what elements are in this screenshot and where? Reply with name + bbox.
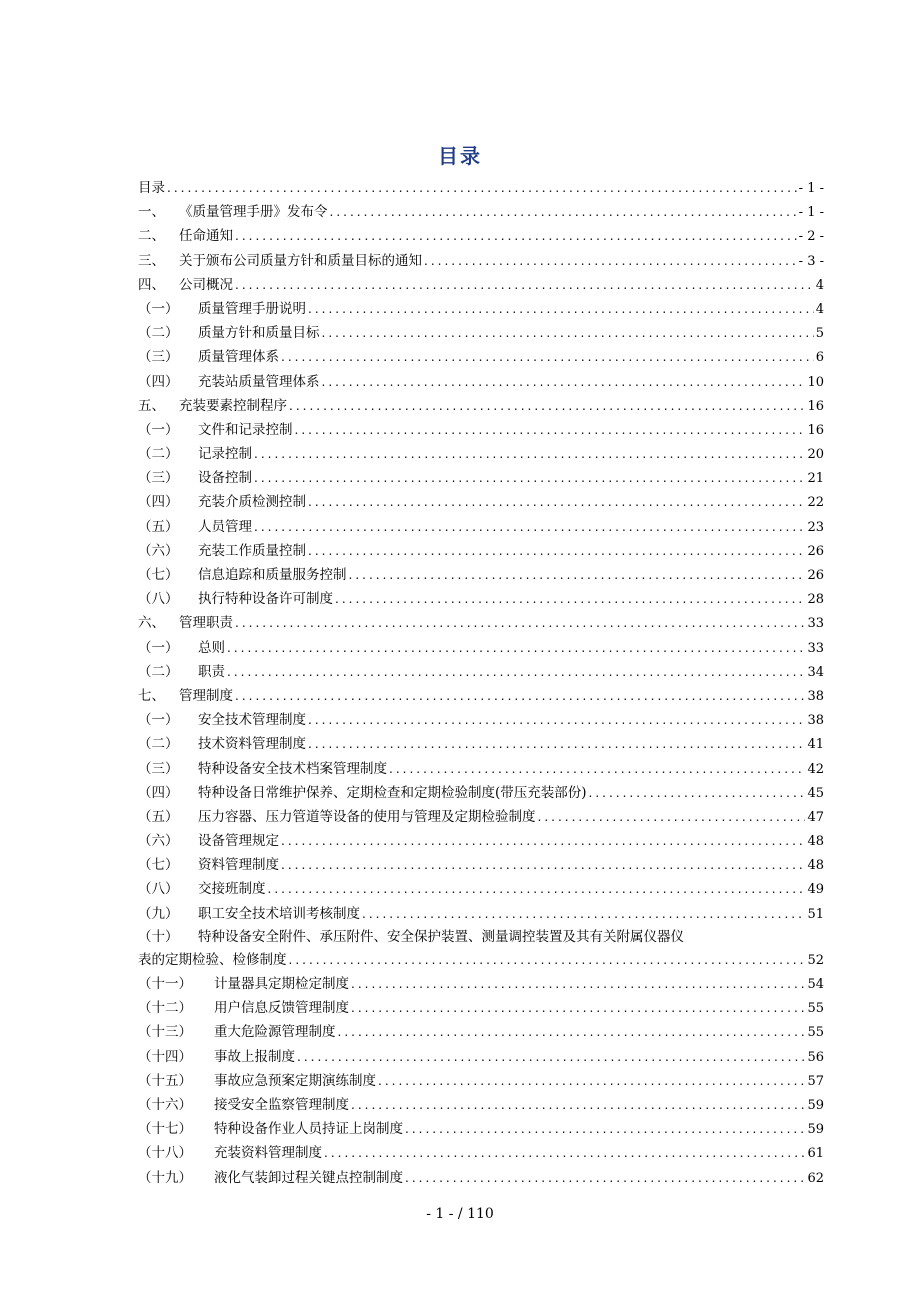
toc-entry-label [138, 926, 684, 948]
toc-entry-number: （二） [138, 325, 179, 342]
toc-entry-label [138, 660, 225, 684]
toc-page-number: 21 [807, 471, 824, 487]
toc-entry[interactable] [138, 539, 824, 563]
toc-dot-leader [338, 1020, 806, 1044]
toc-entry-text: 总则 [198, 639, 225, 656]
toc-page-number: - 1 - [798, 181, 824, 196]
toc-entry-label [138, 877, 266, 901]
toc-entry-number: （八） [138, 881, 179, 898]
toc-entry-number: （七） [138, 567, 179, 583]
toc-page-number: 47 [807, 809, 824, 825]
toc-entry[interactable] [138, 996, 824, 1020]
toc-dot-leader [405, 1166, 805, 1190]
toc-entry[interactable] [138, 587, 824, 611]
toc-entry-label [138, 996, 349, 1020]
toc-page-number: 38 [807, 688, 824, 704]
toc-entry[interactable] [138, 563, 824, 587]
toc-entry[interactable] [138, 321, 824, 345]
toc-entry-number: （五） [138, 518, 179, 535]
toc-dot-leader [351, 972, 805, 996]
toc-entry-text: 设备控制 [198, 470, 252, 487]
toc-entry-text: 职责 [198, 663, 225, 680]
toc-page-number: 26 [807, 543, 824, 559]
toc-entry-number: （三） [138, 470, 179, 487]
toc-entry[interactable] [138, 515, 824, 539]
toc-entry-number: 二、 [138, 228, 165, 245]
toc-entry[interactable] [138, 732, 824, 756]
toc-entry-label [138, 684, 233, 708]
toc-entry[interactable] [138, 224, 824, 248]
toc-page-number: 28 [807, 592, 824, 608]
toc-dot-leader [308, 490, 805, 514]
toc-entry[interactable] [138, 902, 824, 926]
toc-entry[interactable] [138, 611, 824, 635]
toc-entry-label [138, 1045, 295, 1069]
toc-dot-leader [227, 660, 805, 684]
toc-entry-number: （十六） [138, 1096, 192, 1113]
toc-entry-label [138, 273, 233, 297]
toc-entry-number: （一） [138, 300, 179, 317]
page-title: 目录 [438, 144, 482, 168]
toc-dot-leader [281, 829, 805, 853]
toc-entry[interactable] [138, 249, 824, 273]
toc-entry-text: 计量器具定期检定制度 [214, 976, 349, 992]
toc-entry-label [138, 224, 233, 248]
toc-entry[interactable] [138, 853, 824, 877]
toc-entry-label [138, 1069, 376, 1093]
toc-page-number: 56 [807, 1049, 824, 1065]
toc-entry-label [138, 321, 320, 345]
toc-dot-leader [297, 1045, 805, 1069]
toc-entry-text: 交接班制度 [198, 881, 266, 898]
toc-entry-label [138, 611, 233, 635]
toc-entry-text: 充装站质量管理体系 [198, 373, 320, 390]
toc-entry[interactable] [138, 1093, 824, 1117]
toc-entry[interactable] [138, 1045, 824, 1069]
toc-entry-label [138, 200, 328, 224]
toc-entry[interactable] [138, 1020, 824, 1044]
toc-page-number: - 2 - [798, 229, 824, 245]
toc-entry[interactable] [138, 972, 824, 996]
toc-dot-leader [589, 781, 806, 805]
toc-entry-number: （一） [138, 421, 179, 438]
toc-entry-text: 质量管理体系 [198, 349, 279, 366]
toc-entry[interactable] [138, 708, 824, 732]
toc-entry[interactable] [138, 442, 824, 466]
toc-entry-text: 接受安全监察管理制度 [214, 1096, 349, 1113]
toc-page-number: 33 [807, 616, 824, 632]
toc-page-number: 26 [807, 568, 824, 583]
toc-entry-text: 《质量管理手册》发布令 [179, 204, 328, 221]
toc-page-number: 55 [807, 1025, 824, 1041]
toc-dot-leader [295, 418, 806, 442]
toc-entry-label [138, 805, 536, 829]
toc-entry-text: 任命通知 [179, 228, 233, 245]
toc-entry-label [138, 972, 349, 996]
toc-entry-label [138, 249, 422, 273]
toc-entry-text: 充装介质检测控制 [198, 494, 306, 511]
toc-page-number: 49 [807, 882, 824, 898]
toc-page-number: 41 [807, 737, 824, 753]
toc-entry-text: 压力容器、压力管道等设备的使用与管理及定期检验制度 [198, 808, 536, 825]
toc-page-number: 61 [807, 1146, 824, 1162]
toc-page-number: 48 [807, 858, 824, 874]
toc-dot-leader [362, 902, 805, 926]
toc-entry-text: 关于颁布公司质量方针和质量目标的通知 [179, 252, 422, 269]
toc-entry-label [138, 418, 293, 442]
toc-entry[interactable] [138, 394, 824, 418]
toc-entry-text: 特种设备作业人员持证上岗制度 [214, 1121, 403, 1138]
toc-entry-label [138, 1117, 403, 1141]
toc-entry-label [138, 563, 347, 587]
toc-entry[interactable] [138, 757, 824, 781]
toc-entry[interactable] [138, 948, 824, 972]
toc-entry-number: （十七） [138, 1121, 192, 1138]
toc-page-number: 59 [807, 1097, 824, 1113]
toc-entry-number: （十五） [138, 1072, 192, 1089]
toc-page-number: 34 [807, 664, 824, 680]
toc-entry-text: 特种设备安全附件、承压附件、安全保护装置、测量调控装置及其有关附属仪器仪 [198, 928, 684, 945]
toc-entry-text: 执行特种设备许可制度 [198, 591, 333, 608]
toc-entry-text: 记录控制 [198, 446, 252, 463]
toc-entry-label [138, 587, 333, 611]
toc-page-number: 54 [807, 977, 824, 992]
toc-entry[interactable] [138, 805, 824, 829]
toc-dot-leader [289, 394, 805, 418]
toc-entry-text: 表的定期检验、检修制度 [138, 951, 287, 968]
toc-entry-text: 事故应急预案定期演练制度 [214, 1072, 376, 1089]
toc-dot-leader [389, 757, 805, 781]
toc-entry-text: 充装要素控制程序 [179, 397, 287, 414]
toc-entry-label [138, 176, 165, 200]
toc-entry-text: 文件和记录控制 [198, 421, 293, 438]
toc-page-number: 52 [807, 952, 824, 968]
toc-page-number: 38 [807, 713, 824, 729]
toc-entry-label [138, 345, 279, 369]
toc-entry-number: 六、 [138, 615, 165, 632]
toc-entry-number: （二） [138, 736, 179, 753]
toc-page-number: 20 [807, 447, 824, 463]
toc-dot-leader [330, 200, 797, 224]
toc-entry[interactable] [138, 1166, 824, 1190]
toc-page-number: 51 [807, 906, 824, 922]
toc-entry-text: 充装资料管理制度 [214, 1145, 322, 1162]
toc-entry[interactable] [138, 345, 824, 369]
toc-entry-text: 重大危险源管理制度 [214, 1024, 336, 1041]
toc-dot-leader [254, 515, 805, 539]
toc-entry-number: （十三） [138, 1024, 192, 1041]
toc-entry-number: （七） [138, 857, 179, 874]
toc-page-number: 22 [807, 495, 824, 511]
toc-dot-leader [405, 1117, 805, 1141]
toc-entry-text: 液化气装卸过程关键点控制制度 [214, 1169, 403, 1186]
toc-entry-text: 信息追踪和质量服务控制 [198, 567, 347, 583]
toc-entry-label [138, 732, 306, 756]
toc-entry-number: （二） [138, 663, 179, 680]
toc-dot-leader [235, 611, 805, 635]
toc-entry-number: （九） [138, 905, 179, 922]
toc-entry[interactable] [138, 297, 824, 321]
toc-entry[interactable] [138, 370, 824, 394]
toc-entry-number: （三） [138, 349, 179, 366]
toc-entry[interactable] [138, 877, 824, 901]
toc-entry-number: （一） [138, 639, 179, 656]
toc-dot-leader [378, 1069, 805, 1093]
toc-entry-number: 四、 [138, 276, 165, 293]
toc-entry[interactable] [138, 926, 824, 948]
toc-entry-label [138, 490, 306, 514]
toc-entry-number: 一、 [138, 204, 165, 221]
toc-entry[interactable] [138, 490, 824, 514]
toc-entry-number: 七、 [138, 687, 165, 704]
toc-entry-number: （十一） [138, 976, 192, 992]
toc-page-number: 5 [815, 326, 824, 342]
toc-entry-label [138, 1093, 349, 1117]
toc-entry[interactable] [138, 781, 824, 805]
toc-entry-label [138, 829, 279, 853]
toc-dot-leader [235, 224, 797, 248]
toc-page-number: 42 [807, 761, 824, 777]
toc-entry-label [138, 539, 306, 563]
toc-entry[interactable] [138, 418, 824, 442]
toc-page-number: 33 [807, 640, 824, 656]
toc-page-number: - 3 - [798, 253, 824, 269]
toc-page-number: 62 [807, 1170, 824, 1186]
toc-entry-label [138, 757, 387, 781]
toc-entry-label [138, 442, 252, 466]
toc-entry-number: （六） [138, 542, 179, 559]
toc-entry[interactable] [138, 660, 824, 684]
toc-entry[interactable] [138, 636, 824, 660]
toc-page-number: - 1 - [798, 205, 824, 221]
toc-entry-text: 事故上报制度 [214, 1048, 295, 1065]
toc-entry-label [138, 902, 360, 926]
toc-entry-label [138, 948, 287, 972]
toc-entry-text: 管理制度 [179, 687, 233, 704]
page-footer: - 1 - / 110 [426, 1206, 494, 1222]
toc-page-number: 6 [815, 350, 824, 366]
toc-entry-number: 三、 [138, 252, 165, 269]
toc-entry-label [138, 636, 225, 660]
toc-dot-leader [349, 563, 806, 587]
toc-entry-number: （四） [138, 784, 179, 801]
toc-dot-leader [308, 539, 805, 563]
toc-entry-text: 职工安全技术培训考核制度 [198, 905, 360, 922]
toc-entry-text: 人员管理 [198, 518, 252, 535]
toc-entry[interactable] [138, 684, 824, 708]
toc-page-number: 57 [807, 1073, 824, 1089]
toc-entry-text: 用户信息反馈管理制度 [214, 1000, 349, 1017]
toc-entry-number: （十八） [138, 1145, 192, 1162]
toc-entry[interactable] [138, 829, 824, 853]
toc-entry-number: （十二） [138, 1000, 192, 1017]
toc-page-number: 4 [815, 301, 824, 317]
toc-entry-label [138, 1166, 403, 1190]
toc-entry[interactable] [138, 1141, 824, 1165]
toc-dot-leader [424, 249, 797, 273]
toc-entry-text: 设备管理规定 [198, 833, 279, 850]
toc-page-number: 55 [807, 1001, 824, 1017]
toc-page-number: 45 [807, 785, 824, 801]
toc-entry-number: （一） [138, 712, 179, 729]
toc-page-number: 48 [807, 834, 824, 850]
toc-entry-number: （十四） [138, 1048, 192, 1065]
toc-dot-leader [538, 805, 806, 829]
toc-entry-text: 资料管理制度 [198, 857, 279, 874]
toc-entry-label [138, 370, 320, 394]
toc-entry-number: （十九） [138, 1169, 192, 1186]
toc-entry[interactable] [138, 1069, 824, 1093]
toc-entry-number: 五、 [138, 397, 165, 414]
toc-page-number: 23 [807, 519, 824, 535]
toc-dot-leader [308, 732, 805, 756]
toc-entry-label [138, 853, 279, 877]
toc-dot-leader [268, 877, 806, 901]
toc-page-number: 16 [807, 398, 824, 414]
toc-entry[interactable] [138, 466, 824, 490]
toc-entry-label [138, 466, 252, 490]
toc-page-number: 4 [815, 277, 824, 293]
toc-entry-number: （八） [138, 591, 179, 608]
toc-entry-label [138, 297, 306, 321]
toc-entry-number: （二） [138, 446, 179, 463]
toc-dot-leader [289, 948, 806, 972]
toc-dot-leader [351, 996, 805, 1020]
toc-entry-text: 特种设备日常维护保养、定期检查和定期检验制度(带压充装部份) [198, 784, 587, 801]
toc-entry-text: 特种设备安全技术档案管理制度 [198, 760, 387, 777]
toc-entry-text: 安全技术管理制度 [198, 712, 306, 729]
toc-entry-text: 技术资料管理制度 [198, 736, 306, 753]
toc-entry-text: 充装工作质量控制 [198, 542, 306, 559]
toc-dot-leader [167, 176, 797, 200]
toc-dot-leader [308, 708, 805, 732]
toc-page-number: 16 [807, 422, 824, 438]
toc-dot-leader [235, 273, 814, 297]
toc-dot-leader [335, 587, 805, 611]
toc-entry-label [138, 1141, 322, 1165]
toc-dot-leader [254, 466, 805, 490]
toc-entry[interactable] [138, 273, 824, 297]
toc-entry-label [138, 1020, 336, 1044]
toc-dot-leader [324, 1141, 805, 1165]
toc-entry[interactable] [138, 176, 824, 200]
toc-dot-leader [351, 1093, 805, 1117]
toc-dot-leader [254, 442, 805, 466]
toc-dot-leader [322, 370, 806, 394]
toc-dot-leader [322, 321, 814, 345]
toc-entry-number: （六） [138, 833, 179, 850]
toc-entry[interactable] [138, 1117, 824, 1141]
toc-page-number: 59 [807, 1122, 824, 1138]
toc-page-number: 10 [807, 374, 824, 390]
toc-entry-text: 质量方针和质量目标 [198, 325, 320, 342]
toc-entry-text: 管理职责 [179, 615, 233, 632]
toc-entry-number: （三） [138, 760, 179, 777]
toc-entry-number: （四） [138, 373, 179, 390]
toc-entry[interactable] [138, 200, 824, 224]
toc-dot-leader [281, 345, 814, 369]
toc-entry-label [138, 781, 587, 805]
toc-entry-label [138, 708, 306, 732]
toc-entry-label [138, 394, 287, 418]
toc-entry-text: 目录 [138, 180, 165, 196]
toc-dot-leader [235, 684, 805, 708]
toc-dot-leader [227, 636, 805, 660]
toc-entry-text: 质量管理手册说明 [198, 300, 306, 317]
toc-dot-leader [308, 297, 814, 321]
toc-entry-text: 公司概况 [179, 276, 233, 293]
toc-dot-leader [281, 853, 805, 877]
toc-entry-label [138, 515, 252, 539]
toc-entry-number: （五） [138, 808, 179, 825]
toc-entry-number: （四） [138, 494, 179, 511]
toc-entry-number: （十） [138, 928, 179, 945]
table-of-contents [138, 176, 824, 1190]
